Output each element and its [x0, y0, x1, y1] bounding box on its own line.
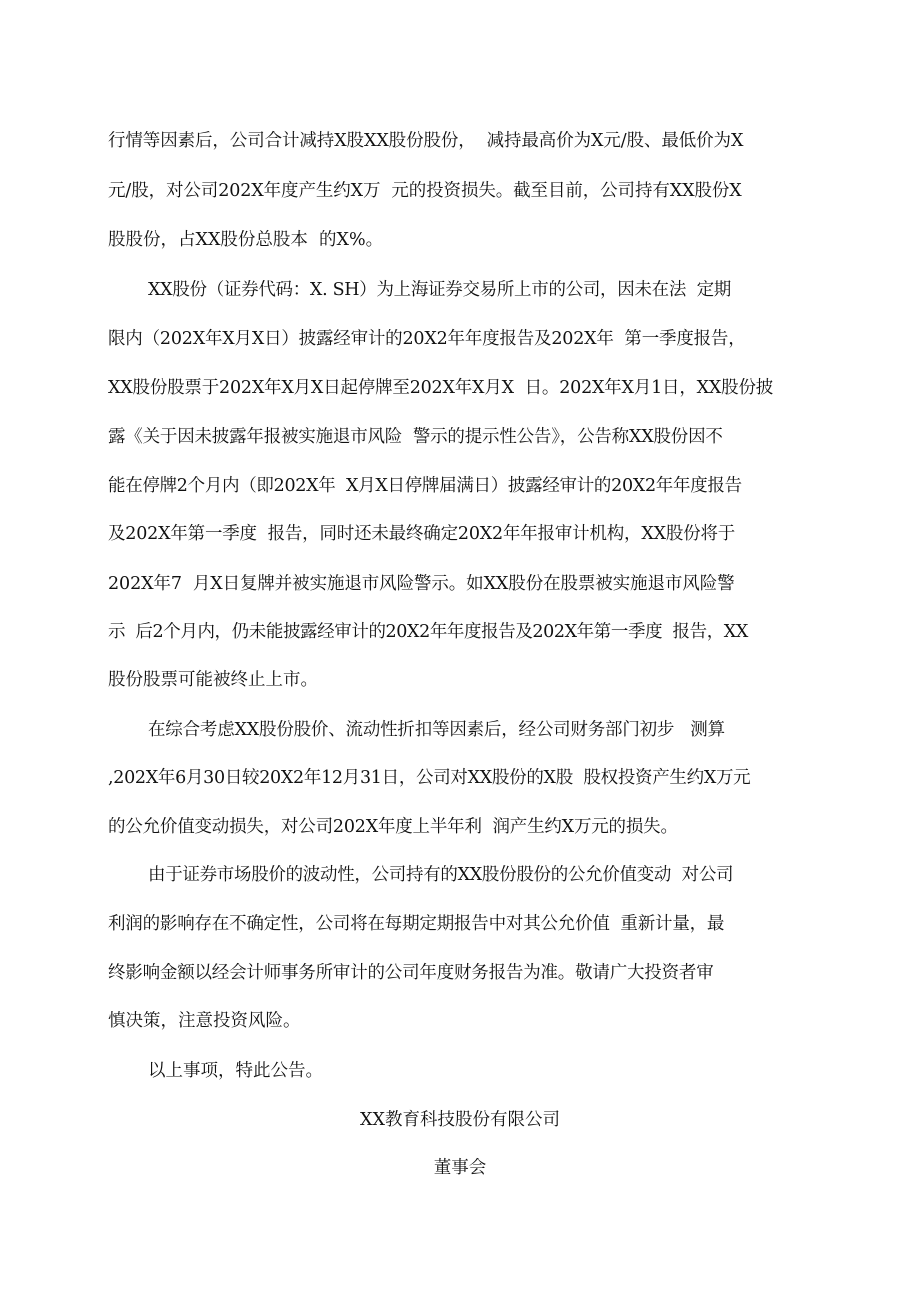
- paragraph-3-line-2: ,202X年6月30日较20X2年12月31日，公司对XX股份的X股 股权投资产生约X万元: [108, 768, 751, 788]
- paragraph-4-line-3: 终影响金额以经会计师事务所审计的公司年度财务报告为准。敬请广大投资者审: [108, 963, 714, 983]
- closing-statement: 以上事项，特此公告。: [148, 1061, 323, 1081]
- paragraph-2-line-5: 能在停牌2个月内（即202X年 X月X日停牌届满日）披露经审计的20X2年年度报告: [108, 476, 742, 496]
- paragraph-2-line-3: XX股份股票于202X年X月X日起停牌至202X年X月X 日。202X年X月1日，XX股份披: [108, 378, 774, 398]
- paragraph-1-line-1: 行情等因素后，公司合计减持X股XX股份股份， 减持最高价为X元/股、最低价为X: [108, 131, 744, 151]
- paragraph-2-line-8: 示 后2个月内，仍未能披露经审计的20X2年年度报告及202X年第一季度 报告，XX: [108, 622, 748, 642]
- paragraph-2-line-4: 露《关于因未披露年报被实施退市风险 警示的提示性公告》，公告称XX股份因不: [108, 427, 723, 447]
- signature-company: XX教育科技股份有限公司: [360, 1110, 560, 1130]
- paragraph-4-line-4: 慎决策，注意投资风险。: [108, 1011, 301, 1031]
- paragraph-4-line-1: 由于证券市场股价的波动性，公司持有的XX股份股份的公允价值变动 对公司: [148, 865, 734, 885]
- paragraph-4-line-2: 利润的影响存在不确定性，公司将在每期定期报告中对其公允价值 重新计量，最: [108, 914, 725, 934]
- signature-board: 董事会: [433, 1158, 487, 1178]
- paragraph-2-line-9: 股份股票可能被终止上市。: [108, 670, 318, 690]
- paragraph-1-line-3: 股股份，占XX股份总股本 的X%。: [108, 230, 384, 250]
- paragraph-2-line-6: 及202X年第一季度 报告，同时还未最终确定20X2年年报审计机构，XX股份将于: [108, 524, 736, 544]
- paragraph-2-line-7: 202X年7 月X日复牌并被实施退市风险警示。如XX股份在股票被实施退市风险警: [108, 574, 735, 594]
- paragraph-3-line-3: 的公允价值变动损失，对公司202X年度上半年利 润产生约X万元的损失。: [108, 817, 678, 837]
- paragraph-2-line-2: 限内（202X年X月X日）披露经审计的20X2年年度报告及202X年 第一季度报告，: [108, 329, 746, 349]
- paragraph-3-line-1: 在综合考虑XX股份股价、流动性折扣等因素后，经公司财务部门初步 测算: [148, 720, 725, 740]
- paragraph-2-line-1: XX股份（证券代码：X. SH）为上海证券交易所上市的公司，因未在法 定期: [148, 280, 731, 300]
- paragraph-1-line-2: 元/股，对公司202X年度产生约X万 元的投资损失。截至目前，公司持有XX股份X: [108, 181, 742, 201]
